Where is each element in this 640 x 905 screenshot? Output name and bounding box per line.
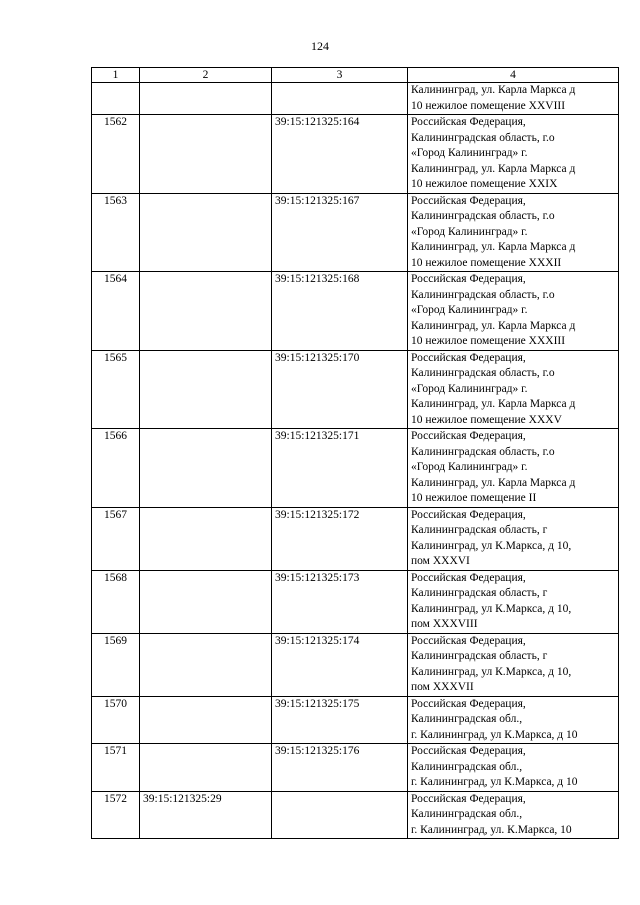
address-line: Калининградская область, г.о (411, 445, 555, 458)
cadastral-number-cell: 39:15:121325:168 (272, 272, 408, 351)
row-number-cell: 1562 (92, 115, 140, 194)
address-line: Российская Федерация, (411, 634, 526, 647)
cadastral-number-cell: 39:15:121325:171 (272, 429, 408, 508)
table-row (92, 696, 619, 744)
land-cadastral-number-cell (140, 115, 272, 194)
row-number-cell: 1567 (92, 507, 140, 570)
row-number-cell: 1572 (92, 791, 140, 839)
cadastral-number-cell: 39:15:121325:172 (272, 507, 408, 570)
cadastral-number-cell (272, 83, 408, 115)
row-number-cell: 1564 (92, 272, 140, 351)
address-line: «Город Калининград» г. (411, 147, 528, 159)
table-row (92, 350, 619, 429)
cadastral-number-cell: 39:15:121325:176 (272, 744, 408, 792)
address-line: Калининград, ул К.Маркса, д 10, (411, 665, 572, 678)
row-number-cell: 1571 (92, 744, 140, 792)
address-line: Калининград, ул. Карла Маркса д (411, 319, 576, 332)
address-line: Российская Федерация, (411, 273, 526, 285)
address-line: Калининград, ул. Карла Маркса д (411, 398, 576, 410)
address-cell (408, 272, 619, 351)
table-row (92, 744, 619, 792)
row-number-cell: 1568 (92, 570, 140, 633)
address-line: Калининградская обл., (411, 760, 523, 773)
address-line: Калининградская обл., (411, 808, 523, 820)
land-cadastral-number-cell: 39:15:121325:29 (140, 791, 272, 839)
address-line: пом XXXVII (411, 681, 474, 693)
cadastral-number-cell: 39:15:121325:174 (272, 633, 408, 696)
address-line: Калининград, ул. Карла Маркса д (411, 84, 576, 96)
address-cell (408, 507, 619, 570)
column-header-1: 1 (92, 68, 140, 83)
table-row (92, 193, 619, 272)
address-line: 10 нежилое помещение XXXIII (411, 335, 566, 347)
column-header-2: 2 (140, 68, 272, 83)
land-cadastral-number-cell (140, 193, 272, 272)
land-cadastral-number-cell (140, 429, 272, 508)
address-line: пом XXXVIII (411, 618, 478, 630)
address-line: Калининградская область, г (411, 587, 548, 599)
cadastral-number-cell: 39:15:121325:167 (272, 193, 408, 272)
table-row (92, 570, 619, 633)
page-number: 124 (311, 39, 329, 53)
row-number-cell: 1565 (92, 350, 140, 429)
address-line: Российская Федерация, (411, 571, 526, 584)
cadastral-number-cell: 39:15:121325:164 (272, 115, 408, 194)
address-line: Калининградская область, г.о (411, 131, 555, 144)
address-line: г. Калининград, ул К.Маркса, д 10 (411, 728, 578, 741)
address-line: Калининград, ул. Карла Маркса д (411, 241, 576, 253)
address-line: Калининградская область, г.о (411, 210, 555, 222)
address-line: «Город Калининград» г. (411, 461, 528, 473)
row-number-cell: 1569 (92, 633, 140, 696)
land-cadastral-number-cell (140, 83, 272, 115)
table-row (92, 791, 619, 839)
address-line: 10 нежилое помещение XXXV (411, 413, 562, 426)
address-line: Калининградская область, г (411, 650, 548, 662)
column-header-3: 3 (272, 68, 408, 83)
table-row (92, 272, 619, 351)
address-line: Калининградская обл., (411, 713, 523, 725)
address-line: Российская Федерация, (411, 792, 526, 805)
address-cell (408, 570, 619, 633)
address-cell (408, 696, 619, 744)
address-line: «Город Калининград» г. (411, 304, 528, 316)
table-row (92, 115, 619, 194)
land-cadastral-number-cell (140, 570, 272, 633)
table-header-row (92, 68, 619, 83)
register-table (91, 67, 619, 839)
cadastral-number-cell: 39:15:121325:175 (272, 696, 408, 744)
address-cell (408, 350, 619, 429)
address-line: Российская Федерация, (411, 697, 526, 710)
address-line: Калининград, ул. Карла Маркса д (411, 162, 576, 175)
row-number-cell: 1563 (92, 193, 140, 272)
address-line: Калининградская область, г.о (411, 288, 555, 301)
address-cell (408, 633, 619, 696)
address-line: Калининградская область, г (411, 524, 548, 536)
address-cell (408, 744, 619, 792)
land-cadastral-number-cell (140, 350, 272, 429)
address-line: Российская Федерация, (411, 351, 526, 364)
address-line: г. Калининград, ул К.Маркса, д 10 (411, 776, 578, 788)
address-line: «Город Калининград» г. (411, 382, 528, 395)
address-cell (408, 429, 619, 508)
cadastral-number-cell: 39:15:121325:173 (272, 570, 408, 633)
land-cadastral-number-cell (140, 696, 272, 744)
address-line: Калининградская область, г.о (411, 367, 555, 379)
address-line: Калининград, ул К.Маркса, д 10, (411, 602, 572, 615)
land-cadastral-number-cell (140, 633, 272, 696)
address-line: 10 нежилое помещение XXVIII (411, 99, 566, 112)
row-number-cell: 1570 (92, 696, 140, 744)
land-cadastral-number-cell (140, 507, 272, 570)
row-number-cell: 1566 (92, 429, 140, 508)
cadastral-number-cell (272, 791, 408, 839)
land-cadastral-number-cell (140, 744, 272, 792)
address-line: пом XXXVI (411, 555, 470, 567)
table-row (92, 83, 619, 115)
cadastral-number-cell: 39:15:121325:170 (272, 350, 408, 429)
table-row (92, 429, 619, 508)
address-cell (408, 791, 619, 839)
column-header-4: 4 (408, 68, 619, 83)
address-cell (408, 193, 619, 272)
address-line: Калининград, ул К.Маркса, д 10, (411, 539, 572, 552)
table-row (92, 633, 619, 696)
address-line: Российская Федерация, (411, 745, 526, 757)
address-line: «Город Калининград» г. (411, 225, 528, 238)
address-line: Калининград, ул. Карла Маркса д (411, 476, 576, 489)
address-cell (408, 83, 619, 115)
address-cell (408, 115, 619, 194)
row-number-cell (92, 83, 140, 115)
address-line: г. Калининград, ул. К.Маркса, 10 (411, 823, 572, 836)
table-row (92, 507, 619, 570)
address-line: 10 нежилое помещение XXXII (411, 256, 562, 269)
address-line: 10 нежилое помещение XXIX (411, 178, 558, 190)
land-cadastral-number-cell (140, 272, 272, 351)
address-line: Российская Федерация, (411, 430, 526, 442)
address-line: Российская Федерация, (411, 194, 526, 207)
address-line: Российская Федерация, (411, 116, 526, 128)
address-line: Российская Федерация, (411, 508, 526, 521)
address-line: 10 нежилое помещение II (411, 492, 537, 504)
